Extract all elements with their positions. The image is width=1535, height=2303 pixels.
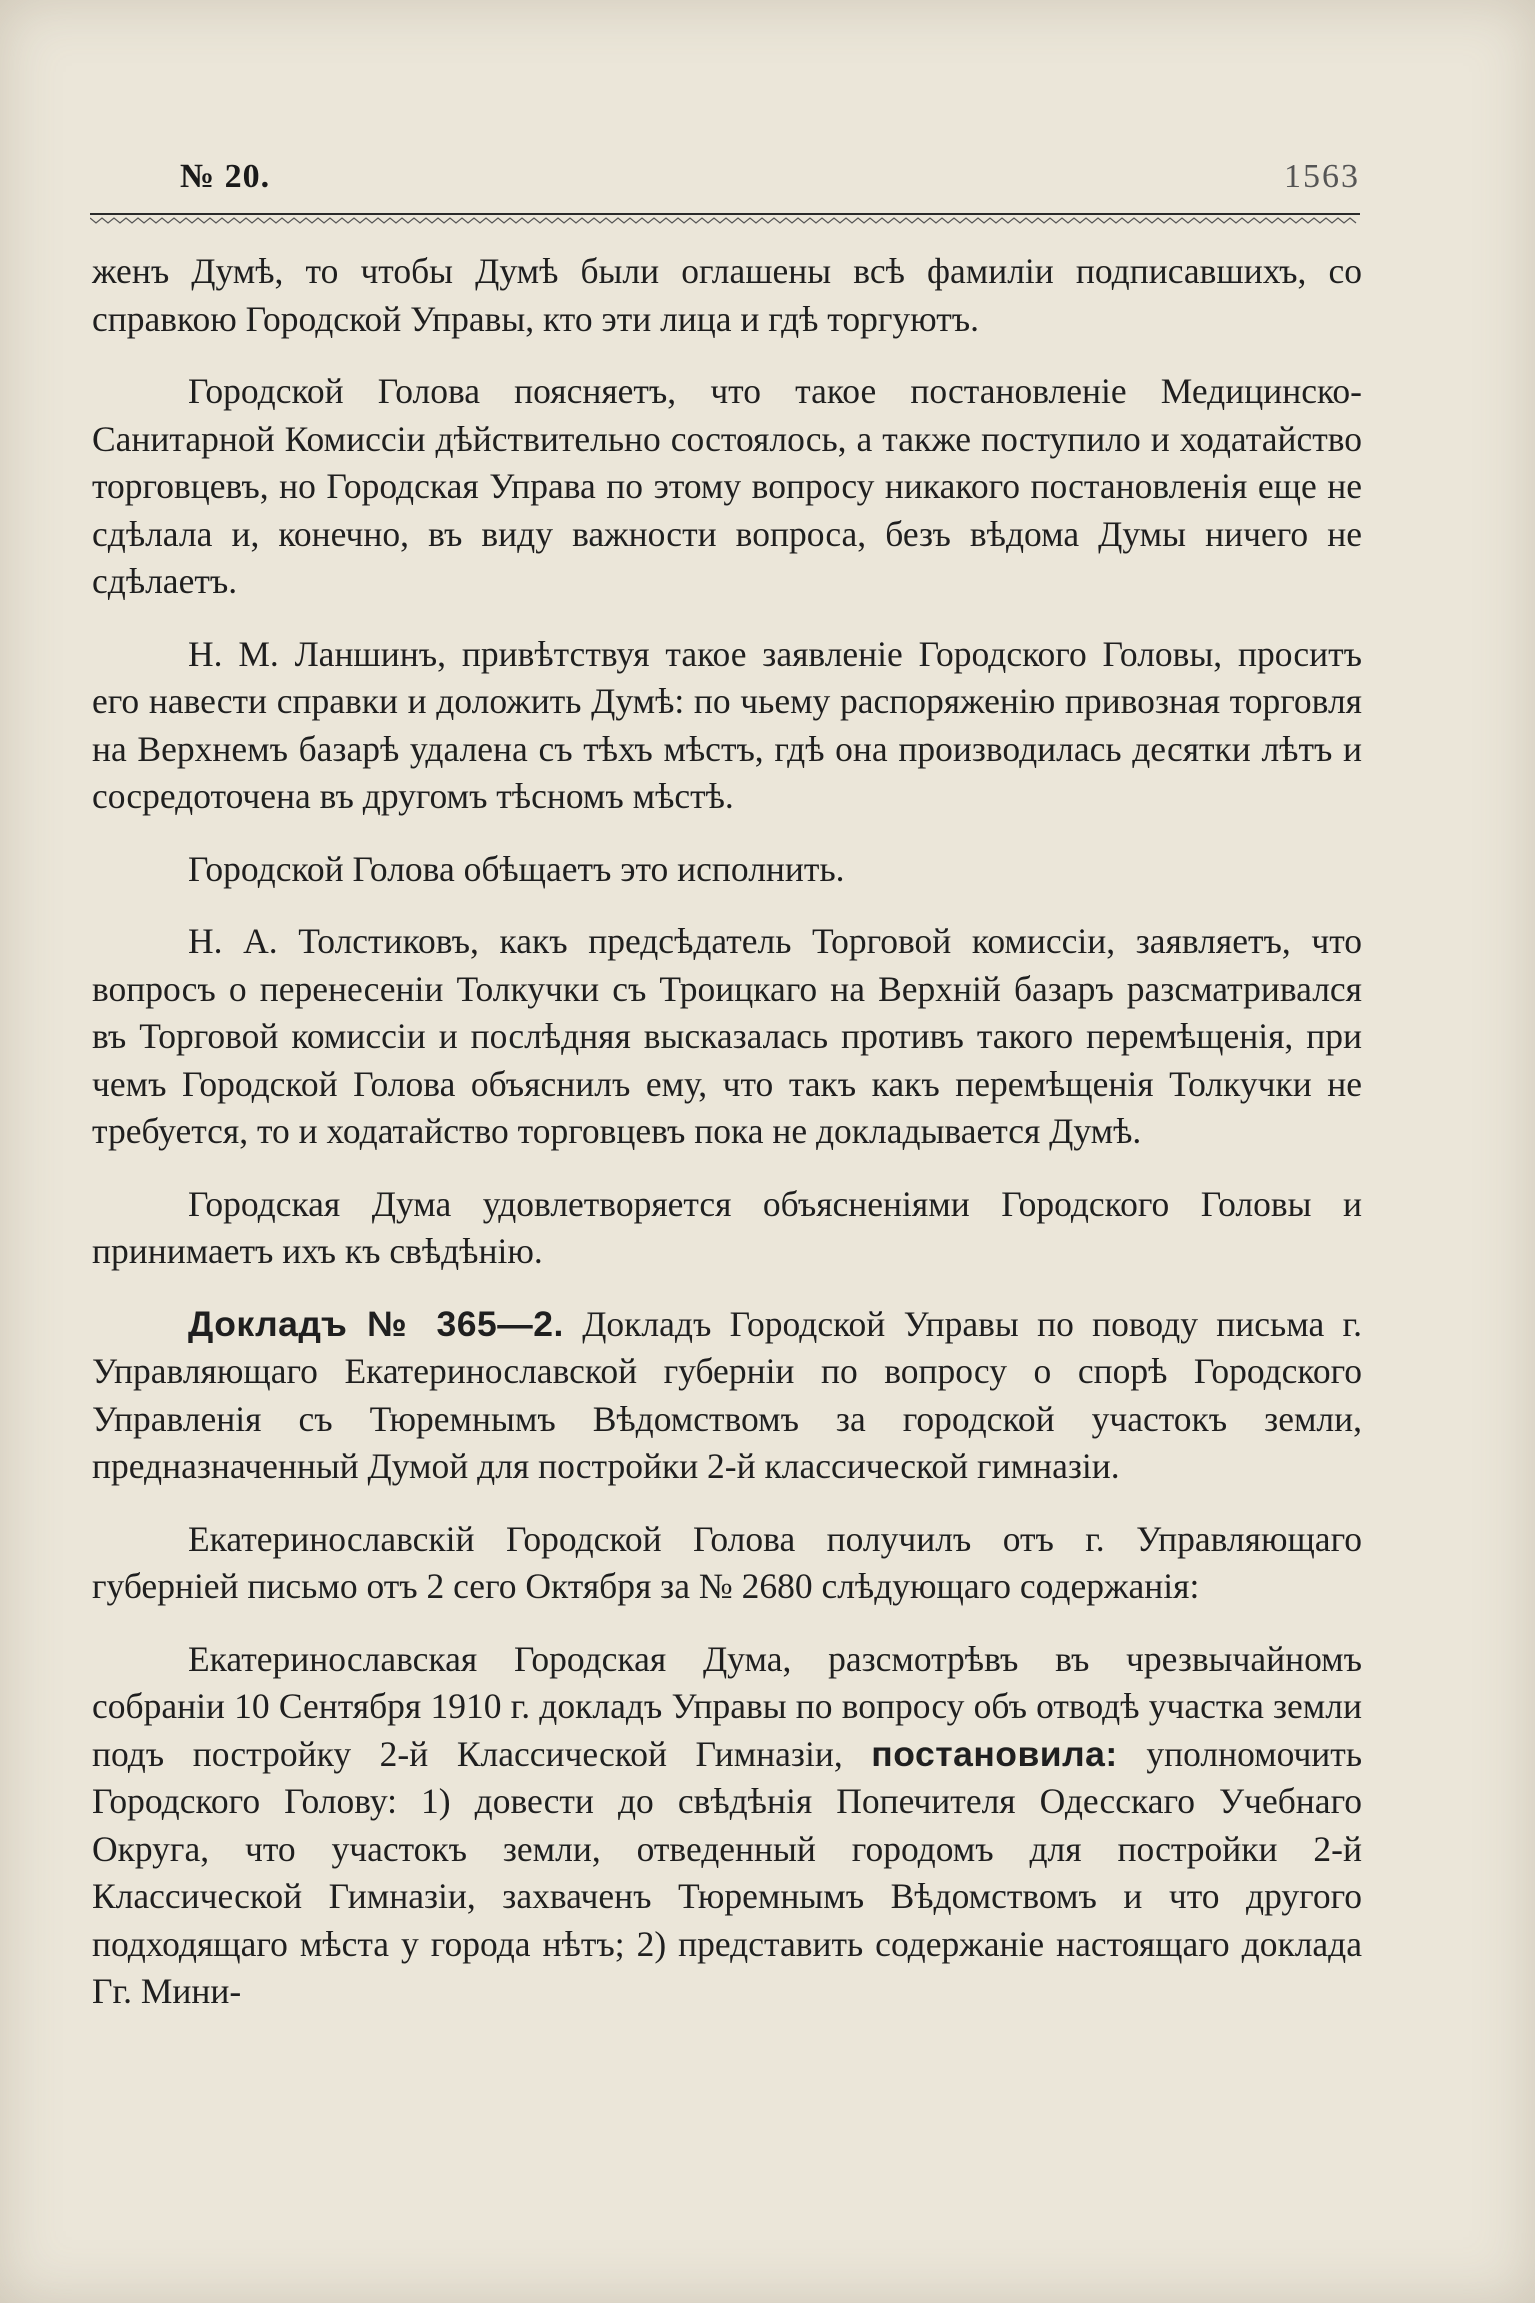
paragraph-2: Городской Голова поясняетъ, что такое постановленіе Медицинско-Санитарной Комиссіи дѣйствительно состоялось, а также поступило и ходатайство торговцевъ, но Городская Управа по этому вопросу никакого постановленія еще не сдѣлала и, конечно, въ виду важности вопроса, безъ вѣдома Думы ничего не сдѣлаетъ. — [92, 371, 1362, 601]
paragraph-1: женъ Думѣ, то чтобы Думѣ были оглашены всѣ фамиліи подписавшихъ, со справкою Городской Управы, кто эти лица и гдѣ торгуютъ. — [92, 251, 1362, 339]
paragraph-7-report — [92, 1301, 1362, 1491]
report-description: Докладъ Городской Управы по поводу письма г. Управляющаго Екатеринославской губерніи по вопросу о спорѣ Городского Управленія съ Тюремнымъ Вѣдомствомъ за городской участокъ земли, предназначенный Думой для постройки 2-й классической гимназіи. — [92, 1303, 1362, 1486]
paragraph-9-part-b: уполномочить Городского Голову: 1) довести до свѣдѣнія Попечителя Одесскаго Учебнаго Округа, что участокъ земли, отведенный городомъ для постройки 2-й Классической Гимназіи, захваченъ Тюремнымъ Вѣдомствомъ и что другого подходящаго мѣста у города нѣтъ; 2) представить содержаніе настоящаго доклада Гг. Мини- — [92, 1733, 1363, 2011]
page-number: 1563 — [1284, 158, 1360, 195]
paragraph-3: Н. М. Ланшинъ, привѣтствуя такое заявленіе Городского Головы, проситъ его навести справки и доложить Думѣ: по чьему распоряженію привозная торговля на Верхнемъ базарѣ удалена съ тѣхъ мѣстъ, гдѣ она производилась десятки лѣтъ и сосредоточена въ другомъ тѣсномъ мѣстѣ. — [92, 633, 1362, 816]
paragraph-5: Н. А. Толстиковъ, какъ предсѣдатель Торговой комиссіи, заявляетъ, что вопросъ о перенесеніи Толкучки съ Троицкаго на Верхній базаръ разсматривался въ Торговой комиссіи и послѣдняя высказалась противъ такого перемѣщенія, при чемъ Городской Голова объяснилъ ему, что такъ какъ перемѣщенія Толкучки не требуется, то и ходатайство торговцевъ пока не докладывается Думѣ. — [92, 921, 1362, 1151]
report-heading: Докладъ № 365—2. — [188, 1303, 564, 1344]
page-header — [180, 158, 1360, 208]
paragraph-9 — [92, 1636, 1362, 2016]
document-body — [92, 248, 1362, 2041]
issue-number: № 20. — [180, 158, 271, 195]
paragraph-8: Екатеринославскій Городской Голова получилъ отъ г. Управляющаго губерніей письмо отъ 2 сего Октября за № 2680 слѣдующаго содержанія: — [92, 1518, 1362, 1606]
paragraph-6: Городская Дума удовлетворяется объясненіями Городского Головы и принимаетъ ихъ къ свѣдѣнію. — [92, 1183, 1362, 1271]
header-rule — [90, 212, 1360, 226]
resolution-keyword: постановила: — [871, 1733, 1118, 1774]
header-rule-ornament — [90, 212, 1360, 226]
paragraph-4: Городской Голова обѣщаетъ это исполнить. — [188, 848, 845, 889]
paragraph-9-part-a: Екатеринославская Городская Дума, разсмотрѣвъ въ чрезвычайномъ собраніи 10 Сентября 1910 г. докладъ Управы по вопросу объ отводѣ участка земли подъ постройку 2-й Классической Гимназіи, — [92, 1638, 1362, 1774]
